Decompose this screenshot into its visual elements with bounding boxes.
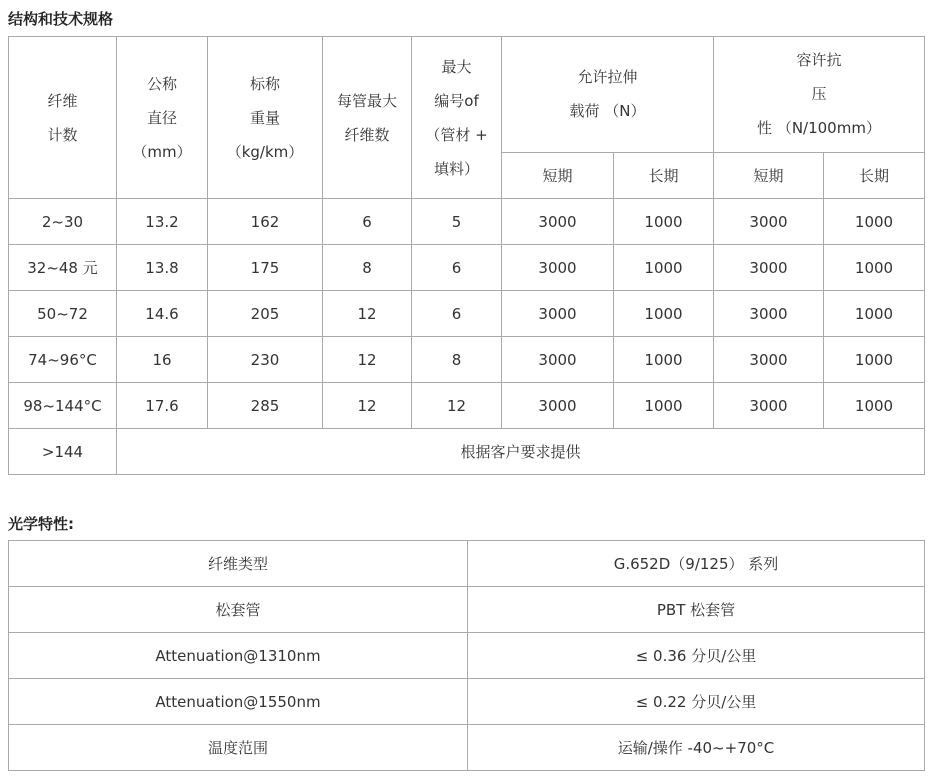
cell-max-number: 6 <box>412 245 502 291</box>
cell-diameter: 14.6 <box>117 291 208 337</box>
optical-property: 松套管 <box>9 587 468 633</box>
header-weight-l1: 标称 <box>249 74 280 93</box>
spec-table <box>8 36 925 475</box>
cell-weight: 230 <box>208 337 323 383</box>
spec-heading: 结构和技术规格 <box>8 10 114 28</box>
cell-max-number: 5 <box>412 199 502 245</box>
cell-crush-long: 1000 <box>824 383 925 429</box>
cell-max-number: 8 <box>412 337 502 383</box>
cell-crush-short: 3000 <box>714 383 824 429</box>
cell-fiber-count: 2~30 <box>9 199 117 245</box>
cell-weight: 285 <box>208 383 323 429</box>
header-max-number-l4: 填料） <box>433 159 479 178</box>
cell-diameter: 17.6 <box>117 383 208 429</box>
cell-max-fibers: 12 <box>323 291 412 337</box>
header-diameter-l2: 直径 <box>146 108 177 127</box>
cell-tensile-long: 1000 <box>614 337 714 383</box>
optical-row <box>9 725 925 771</box>
optical-value: ≤ 0.22 分贝/公里 <box>468 679 925 725</box>
header-max-number-l2: 编号of <box>434 91 479 110</box>
header-max-number-l1: 最大 <box>441 57 472 76</box>
cell-fiber-count: 50~72 <box>9 291 117 337</box>
optical-row <box>9 541 925 587</box>
header-crush-short: 短期 <box>714 152 824 198</box>
optical-property: 纤维类型 <box>9 541 468 587</box>
cell-diameter: 16 <box>117 337 208 383</box>
cell-diameter: 13.2 <box>117 199 208 245</box>
header-crush-resistance <box>714 37 925 153</box>
header-crush-long: 长期 <box>824 152 925 198</box>
header-max-fibers-l1: 每管最大 <box>336 91 397 110</box>
header-tensile-short: 短期 <box>502 152 614 198</box>
table-row <box>9 199 925 245</box>
cell-max-fibers: 6 <box>323 199 412 245</box>
cell-crush-short: 3000 <box>714 291 824 337</box>
header-max-number <box>412 37 502 199</box>
optical-row <box>9 633 925 679</box>
cell-weight: 162 <box>208 199 323 245</box>
optical-property: 温度范围 <box>9 725 468 771</box>
optical-property: Attenuation@1550nm <box>9 679 468 725</box>
cell-crush-long: 1000 <box>824 245 925 291</box>
custom-note: 根据客户要求提供 <box>117 429 925 475</box>
optical-heading: 光学特性: <box>8 515 74 533</box>
header-weight-l3: （kg/km） <box>226 142 304 161</box>
cell-weight: 205 <box>208 291 323 337</box>
cell-fiber-count: 32~48 元 <box>9 245 117 291</box>
header-diameter-l3: （mm） <box>132 142 192 161</box>
header-nominal-weight <box>208 37 323 199</box>
cell-fiber-count: 98~144°C <box>9 383 117 429</box>
optical-row <box>9 679 925 725</box>
header-max-fibers <box>323 37 412 199</box>
header-row-1 <box>9 37 925 153</box>
cell-max-fibers: 8 <box>323 245 412 291</box>
header-max-number-l3: （管材 + <box>425 125 488 144</box>
cell-crush-short: 3000 <box>714 199 824 245</box>
header-tensile-l1: 允许拉伸 <box>577 68 638 87</box>
cell-fiber-count: 74~96°C <box>9 337 117 383</box>
header-tensile-long: 长期 <box>614 152 714 198</box>
header-crush-l3: 性 （N/100mm） <box>757 119 881 138</box>
cell-max-fibers: 12 <box>323 383 412 429</box>
header-weight-l2: 重量 <box>249 108 280 127</box>
optical-value: 运输/操作 -40~+70°C <box>468 725 925 771</box>
cell-max-number: 6 <box>412 291 502 337</box>
cell-crush-short: 3000 <box>714 337 824 383</box>
header-max-fibers-l2: 纤维数 <box>344 125 390 144</box>
header-crush-l2: 压 <box>811 85 827 104</box>
header-fiber-count-l2: 计数 <box>47 125 78 144</box>
optical-property: Attenuation@1310nm <box>9 633 468 679</box>
cell-tensile-short: 3000 <box>502 337 614 383</box>
table-row <box>9 337 925 383</box>
optical-table <box>8 540 925 771</box>
cell-weight: 175 <box>208 245 323 291</box>
cell-crush-short: 3000 <box>714 245 824 291</box>
optical-row <box>9 587 925 633</box>
cell-max-number: 12 <box>412 383 502 429</box>
cell-diameter: 13.8 <box>117 245 208 291</box>
cell-crush-long: 1000 <box>824 199 925 245</box>
header-nominal-diameter <box>117 37 208 199</box>
cell-tensile-long: 1000 <box>614 291 714 337</box>
header-diameter-l1: 公称 <box>146 74 177 93</box>
table-row <box>9 245 925 291</box>
cell-max-fibers: 12 <box>323 337 412 383</box>
optical-value: G.652D（9/125） 系列 <box>468 541 925 587</box>
cell-tensile-long: 1000 <box>614 199 714 245</box>
cell-tensile-short: 3000 <box>502 291 614 337</box>
cell-tensile-long: 1000 <box>614 383 714 429</box>
optical-value: ≤ 0.36 分贝/公里 <box>468 633 925 679</box>
cell-tensile-short: 3000 <box>502 245 614 291</box>
cell-tensile-long: 1000 <box>614 245 714 291</box>
optical-value: PBT 松套管 <box>468 587 925 633</box>
header-fiber-count-l1: 纤维 <box>47 91 78 110</box>
cell-tensile-short: 3000 <box>502 199 614 245</box>
header-crush-l1: 容许抗 <box>796 51 842 70</box>
header-tensile-load <box>502 37 714 153</box>
cell-crush-long: 1000 <box>824 337 925 383</box>
cell-crush-long: 1000 <box>824 291 925 337</box>
table-row <box>9 291 925 337</box>
table-row <box>9 383 925 429</box>
cell-fiber-count: >144 <box>9 429 117 475</box>
cell-tensile-short: 3000 <box>502 383 614 429</box>
header-tensile-l2: 载荷 （N） <box>569 102 646 121</box>
header-fiber-count <box>9 37 117 199</box>
table-row-last <box>9 429 925 475</box>
